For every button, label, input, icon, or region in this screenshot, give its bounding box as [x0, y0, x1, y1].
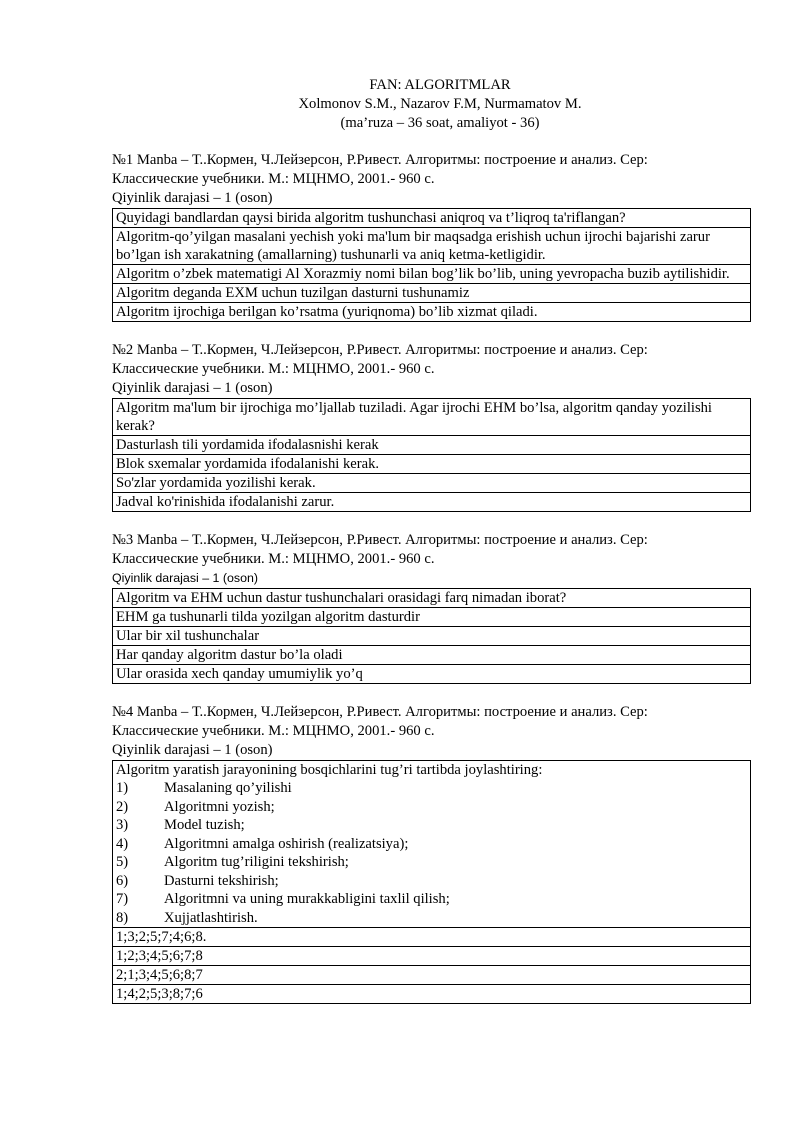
question-text: Algoritm yaratish jarayonining bosqichlarini tug’ri tartibda joylashtiring:	[116, 762, 543, 778]
question-block-3	[112, 531, 752, 684]
step-text: Masalaning qo’yilishi	[164, 780, 292, 796]
step-text: Algoritmni va uning murakkabligini taxlil qilish;	[164, 891, 450, 907]
difficulty-label: Qiyinlik darajasi – 1 (oson)	[112, 571, 258, 585]
question-block-4	[112, 703, 752, 1004]
step-number: 3)	[116, 817, 129, 833]
step-number: 4)	[116, 835, 129, 852]
answer-option: Algoritm-qo’yilgan masalani yechish yoki ma'lum bir maqsadga erishish uchun ijrochi bajarishi zarur bo’lgan ish xarakatning (amallarning) tushunarli va aniq ketma-ketligidir.	[113, 228, 751, 265]
step-text: Dasturni tekshirish;	[164, 872, 279, 889]
source-line: №2 Manba – Т..Кормен, Ч.Лейзерсон, Р.Ривест. Алгоритмы: построение и анализ. Сер:	[112, 342, 648, 358]
answer-option: Jadval ko'rinishida ifodalanishi zarur.	[113, 493, 751, 512]
source-line: №1 Manba – Т..Кормен, Ч.Лейзерсон, Р.Ривест. Алгоритмы: построение и анализ. Сер:	[112, 152, 648, 168]
step-number: 1)	[116, 780, 129, 796]
question-block-2	[112, 341, 752, 512]
difficulty-label: Qiyinlik darajasi – 1 (oson)	[112, 380, 273, 396]
source-line: Классические учебники. М.: МЦНМО, 2001.- 960 с.	[112, 171, 435, 187]
step-text: Algoritmni amalga oshirish (realizatsiya);	[164, 835, 409, 852]
question-text: Algoritm va EHM uchun dastur tushunchalari orasidagi farq nimadan iborat?	[113, 589, 751, 608]
answer-option: Algoritm ijrochiga berilgan ko’rsatma (yuriqnoma) bo’lib xizmat qiladi.	[113, 303, 751, 322]
answer-option: 1;2;3;4;5;6;7;8	[113, 947, 751, 966]
step-number: 8)	[116, 909, 129, 926]
answer-option: Blok sxemalar yordamida ifodalanishi kerak.	[113, 455, 751, 474]
answer-option: Har qanday algoritm dastur bo’la oladi	[113, 646, 751, 665]
source-line: Классические учебники. М.: МЦНМО, 2001.- 960 с.	[112, 723, 435, 739]
answer-option: Algoritm deganda EXM uchun tuzilgan dasturni tushunamiz	[113, 284, 751, 303]
step-number: 6)	[116, 872, 129, 889]
difficulty-label: Qiyinlik darajasi – 1 (oson)	[112, 190, 273, 206]
step-item	[116, 853, 747, 872]
steps-list	[116, 779, 747, 927]
answer-option: Ular bir xil tushunchalar	[113, 627, 751, 646]
subject-title: FAN: ALGORITMLAR	[369, 77, 511, 93]
step-item	[116, 816, 747, 835]
question-text: Algoritm ma'lum bir ijrochiga mo’ljallab tuziladi. Agar ijrochi EHM bo’lsa, algoritm qanday yozilishi kerak?	[113, 399, 751, 436]
question-table	[112, 588, 751, 684]
authors-line: Xolmonov S.M., Nazarov F.M, Nurmamatov M.	[298, 96, 582, 112]
document-header	[128, 76, 752, 133]
step-item	[116, 890, 747, 909]
answer-option: 1;4;2;5;3;8;7;6	[113, 985, 751, 1004]
source-line: №3 Manba – Т..Кормен, Ч.Лейзерсон, Р.Ривест. Алгоритмы: построение и анализ. Сер:	[112, 532, 648, 548]
source-line: №4 Manba – Т..Кормен, Ч.Лейзерсон, Р.Ривест. Алгоритмы: построение и анализ. Сер:	[112, 704, 648, 720]
step-number: 5)	[116, 854, 129, 870]
step-number: 7)	[116, 891, 129, 907]
step-item	[116, 779, 747, 798]
question-table	[112, 760, 751, 1004]
step-number: 2)	[116, 798, 129, 815]
answer-option: EHM ga tushunarli tilda yozilgan algoritm dasturdir	[113, 608, 751, 627]
step-item	[116, 798, 747, 817]
document-page	[112, 76, 752, 1004]
answer-option: So'zlar yordamida yozilishi kerak.	[113, 474, 751, 493]
question-block-1	[112, 151, 752, 322]
step-item	[116, 835, 747, 854]
hours-line: (ma’ruza – 36 soat, amaliyot - 36)	[340, 115, 540, 131]
step-item	[116, 909, 747, 928]
step-text: Model tuzish;	[164, 817, 245, 833]
question-cell	[113, 761, 751, 928]
step-text: Algoritm tug’riligini tekshirish;	[164, 854, 349, 870]
answer-option: Ular orasida xech qanday umumiylik yo’q	[113, 665, 751, 684]
question-text: Quyidagi bandlardan qaysi birida algoritm tushunchasi aniqroq va t’liqroq ta'riflangan?	[113, 209, 751, 228]
difficulty-label: Qiyinlik darajasi – 1 (oson)	[112, 742, 273, 758]
answer-option: 2;1;3;4;5;6;8;7	[113, 966, 751, 985]
source-line: Классические учебники. М.: МЦНМО, 2001.- 960 с.	[112, 361, 435, 377]
question-table	[112, 208, 751, 322]
source-line: Классические учебники. М.: МЦНМО, 2001.- 960 с.	[112, 551, 435, 567]
step-item	[116, 872, 747, 891]
answer-option: Algoritm o’zbek matematigi Al Xorazmiy nomi bilan bog’lik bo’lib, uning yevropacha buzib aytilishidir.	[113, 265, 751, 284]
step-text: Xujjatlashtirish.	[164, 909, 258, 926]
answer-option: Dasturlash tili yordamida ifodalasnishi kerak	[113, 436, 751, 455]
step-text: Algoritmni yozish;	[164, 798, 275, 815]
answer-option: 1;3;2;5;7;4;6;8.	[113, 928, 751, 947]
question-table	[112, 398, 751, 512]
